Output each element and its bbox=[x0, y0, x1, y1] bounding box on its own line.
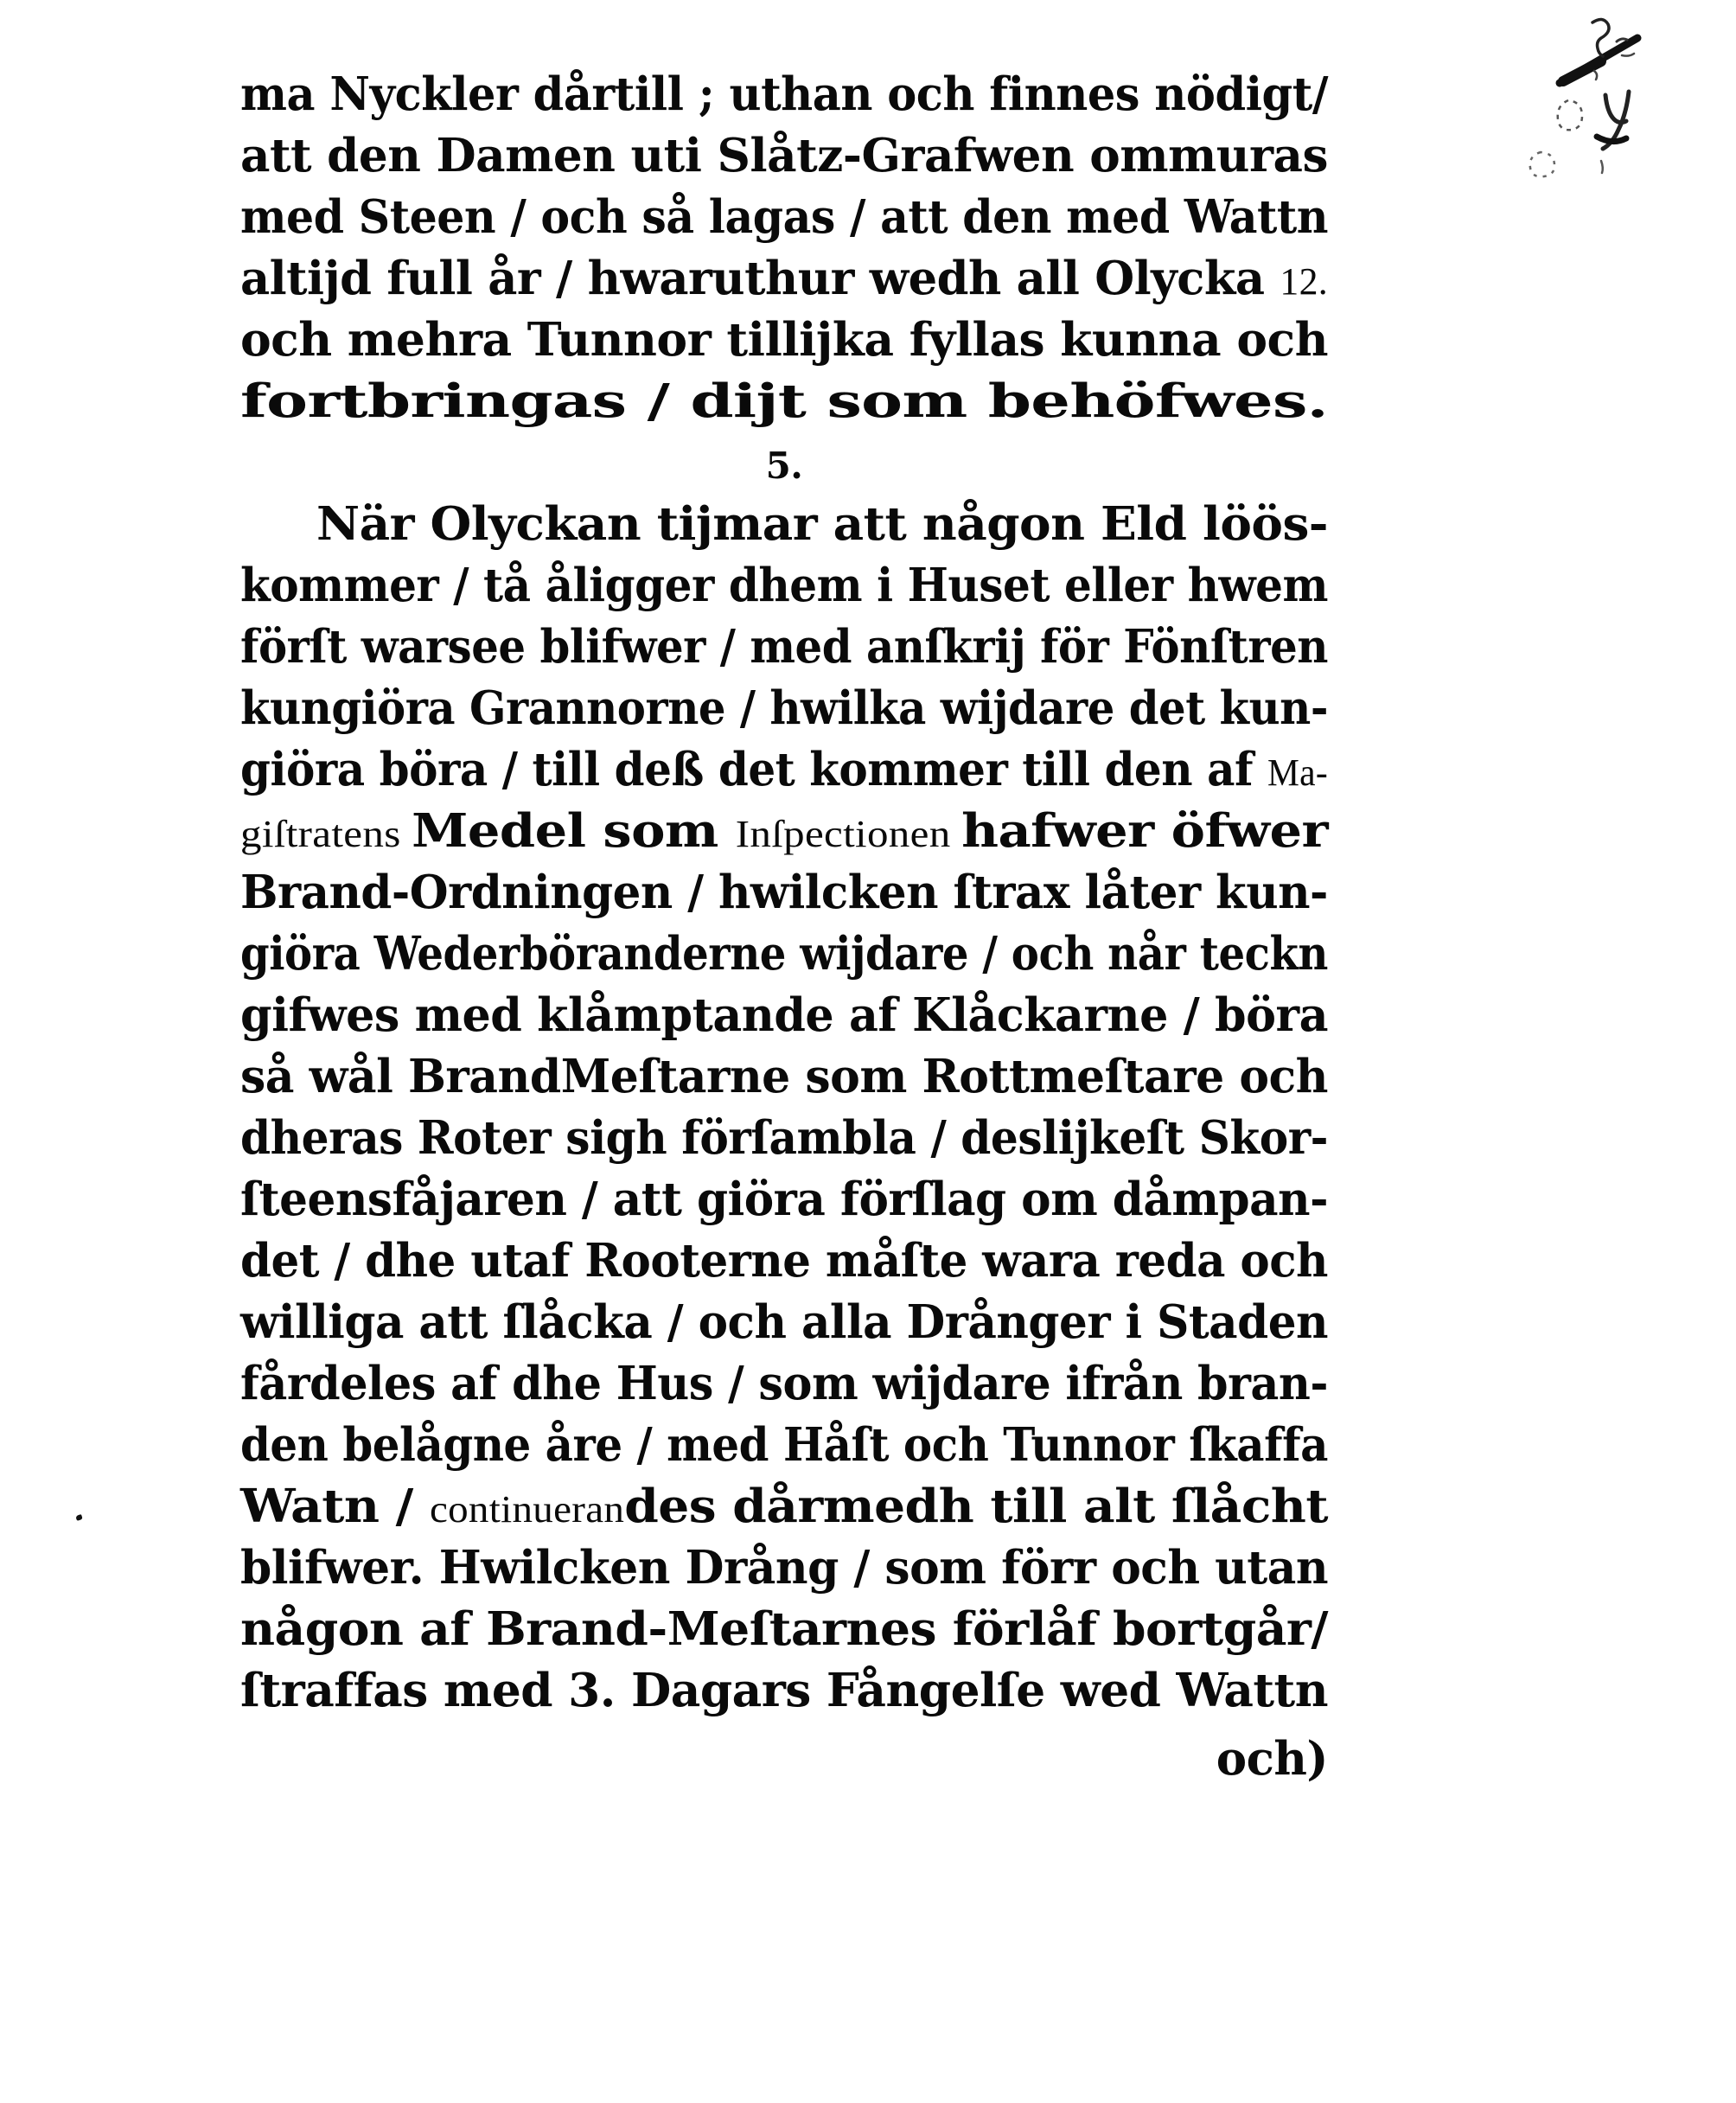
ink-speck bbox=[75, 1514, 83, 1521]
text-line-continued-1 bbox=[240, 125, 1328, 187]
fraktur-type-run: fortbringas / dijt som behöfwes. bbox=[240, 374, 1328, 428]
text-line-continued-4 bbox=[240, 310, 1328, 371]
text-line-section5-18 bbox=[240, 1599, 1328, 1660]
text-line-section5-12 bbox=[240, 1230, 1328, 1292]
text-line-continued-5 bbox=[240, 371, 1328, 432]
text-line-section5-17 bbox=[240, 1537, 1328, 1599]
fraktur-type-run: och mehra Tunnor tillijka fyllas kunna och bbox=[240, 313, 1328, 367]
text-line-section5-10 bbox=[240, 1108, 1328, 1169]
fraktur-type-run: giöra Wederböranderne wijdare / och når teckn bbox=[240, 927, 1328, 981]
text-block bbox=[240, 64, 1328, 1790]
text-line-section5-1 bbox=[240, 555, 1328, 617]
text-line-section5-6 bbox=[240, 862, 1328, 924]
fraktur-type-run: att den Damen uti Slåtz-Grafwen ommuras bbox=[240, 129, 1328, 182]
fraktur-type-run: hafwer öfwer bbox=[961, 804, 1328, 858]
roman-type-run: Inſpectionen bbox=[735, 813, 962, 855]
text-line-section5-7 bbox=[240, 924, 1328, 985]
fraktur-type-run: ſteensfåjaren / att giöra förſlag om dåmpan- bbox=[240, 1173, 1329, 1226]
text-line-section5-16 bbox=[240, 1476, 1328, 1537]
fraktur-type-run: Brand-Ordningen / hwilcken ſtrax låter kun- bbox=[240, 866, 1328, 919]
text-line-continued-2 bbox=[240, 187, 1328, 248]
text-line-section5-9 bbox=[240, 1046, 1328, 1108]
text-line-section5-8 bbox=[240, 985, 1328, 1046]
fraktur-type-run: Medel som bbox=[412, 804, 736, 858]
text-line-section5-11 bbox=[240, 1169, 1328, 1230]
text-line-section5-2 bbox=[240, 617, 1328, 678]
roman-type-run: giſtratens bbox=[240, 813, 412, 855]
fraktur-type-run: den belågne åre / med Håſt och Tunnor ſkaffa bbox=[240, 1418, 1328, 1472]
fraktur-type-run: med Steen / och så lagas / att den med Wattn bbox=[240, 190, 1329, 244]
fraktur-type-run: fårdeles af dhe Hus / som wijdare ifrån bran- bbox=[240, 1357, 1328, 1410]
fraktur-type-run: gifwes med klåmptande af Klåckarne / böra bbox=[240, 988, 1329, 1042]
fraktur-type-run: giöra böra / till deß det kommer till den af bbox=[240, 743, 1267, 796]
fraktur-type-run: blifwer. Hwilcken Drång / som förr och utan bbox=[240, 1541, 1329, 1595]
text-line-continued-3 bbox=[240, 248, 1328, 310]
fraktur-type-run: förſt warsee blifwer / med anſkrij för Fönſtren bbox=[240, 620, 1328, 674]
handwritten-marginalia bbox=[1515, 7, 1696, 180]
fraktur-type-run: kommer / tå åligger dhem i Huset eller hwem bbox=[240, 559, 1328, 612]
fraktur-type-run: williga att ſlåcka / och alla Drånger i Staden bbox=[240, 1295, 1329, 1349]
text-line-section5-3 bbox=[240, 678, 1328, 739]
fraktur-type-run: ſtraffas med 3. Dagars Fångelſe wed Wattn bbox=[240, 1664, 1329, 1717]
fraktur-type-run: altijd full år / hwaruthur wedh all Olycka bbox=[240, 252, 1280, 305]
fraktur-type-run: des dårmedh till alt ſlåcht bbox=[624, 1480, 1328, 1533]
section-number bbox=[240, 432, 1328, 494]
text-line-section5-15 bbox=[240, 1415, 1328, 1476]
roman-type-run: 12. bbox=[1280, 260, 1329, 303]
text-line-section5-5 bbox=[240, 801, 1328, 862]
spacer bbox=[240, 1722, 1328, 1729]
text-line-section5-4 bbox=[240, 739, 1328, 801]
text-line-continued-0 bbox=[240, 64, 1328, 125]
catchword: och) bbox=[1216, 1732, 1328, 1786]
text-line-section5-19 bbox=[240, 1660, 1328, 1722]
fraktur-type-run: När Olyckan tijmar att någon Eld löös- bbox=[316, 497, 1329, 551]
roman-type-run: Ma- bbox=[1267, 751, 1329, 794]
fraktur-type-run: kungiöra Grannorne / hwilka wijdare det kun- bbox=[240, 681, 1329, 735]
fraktur-type-run: dheras Roter sigh förſambla / deslijkeſt Skor- bbox=[240, 1111, 1329, 1165]
roman-type-run: continueran bbox=[429, 1488, 625, 1531]
fraktur-type-run: ma Nyckler dårtill ; uthan och finnes nödigt/ bbox=[240, 67, 1328, 121]
text-line-section5-14 bbox=[240, 1353, 1328, 1415]
catchword-row bbox=[240, 1729, 1328, 1790]
fraktur-type-run: det / dhe utaf Rooterne måſte wara reda och bbox=[240, 1234, 1328, 1288]
text-line-section5-0 bbox=[240, 494, 1328, 555]
section-number-label: 5. bbox=[765, 444, 803, 487]
fraktur-type-run: någon af Brand-Meſtarnes förlåf bortgår/ bbox=[240, 1602, 1328, 1656]
text-line-section5-13 bbox=[240, 1292, 1328, 1353]
fraktur-type-run: så wål BrandMeſtarne som Rottmeſtare och bbox=[240, 1050, 1329, 1103]
fraktur-type-run: Watn / bbox=[240, 1480, 430, 1533]
